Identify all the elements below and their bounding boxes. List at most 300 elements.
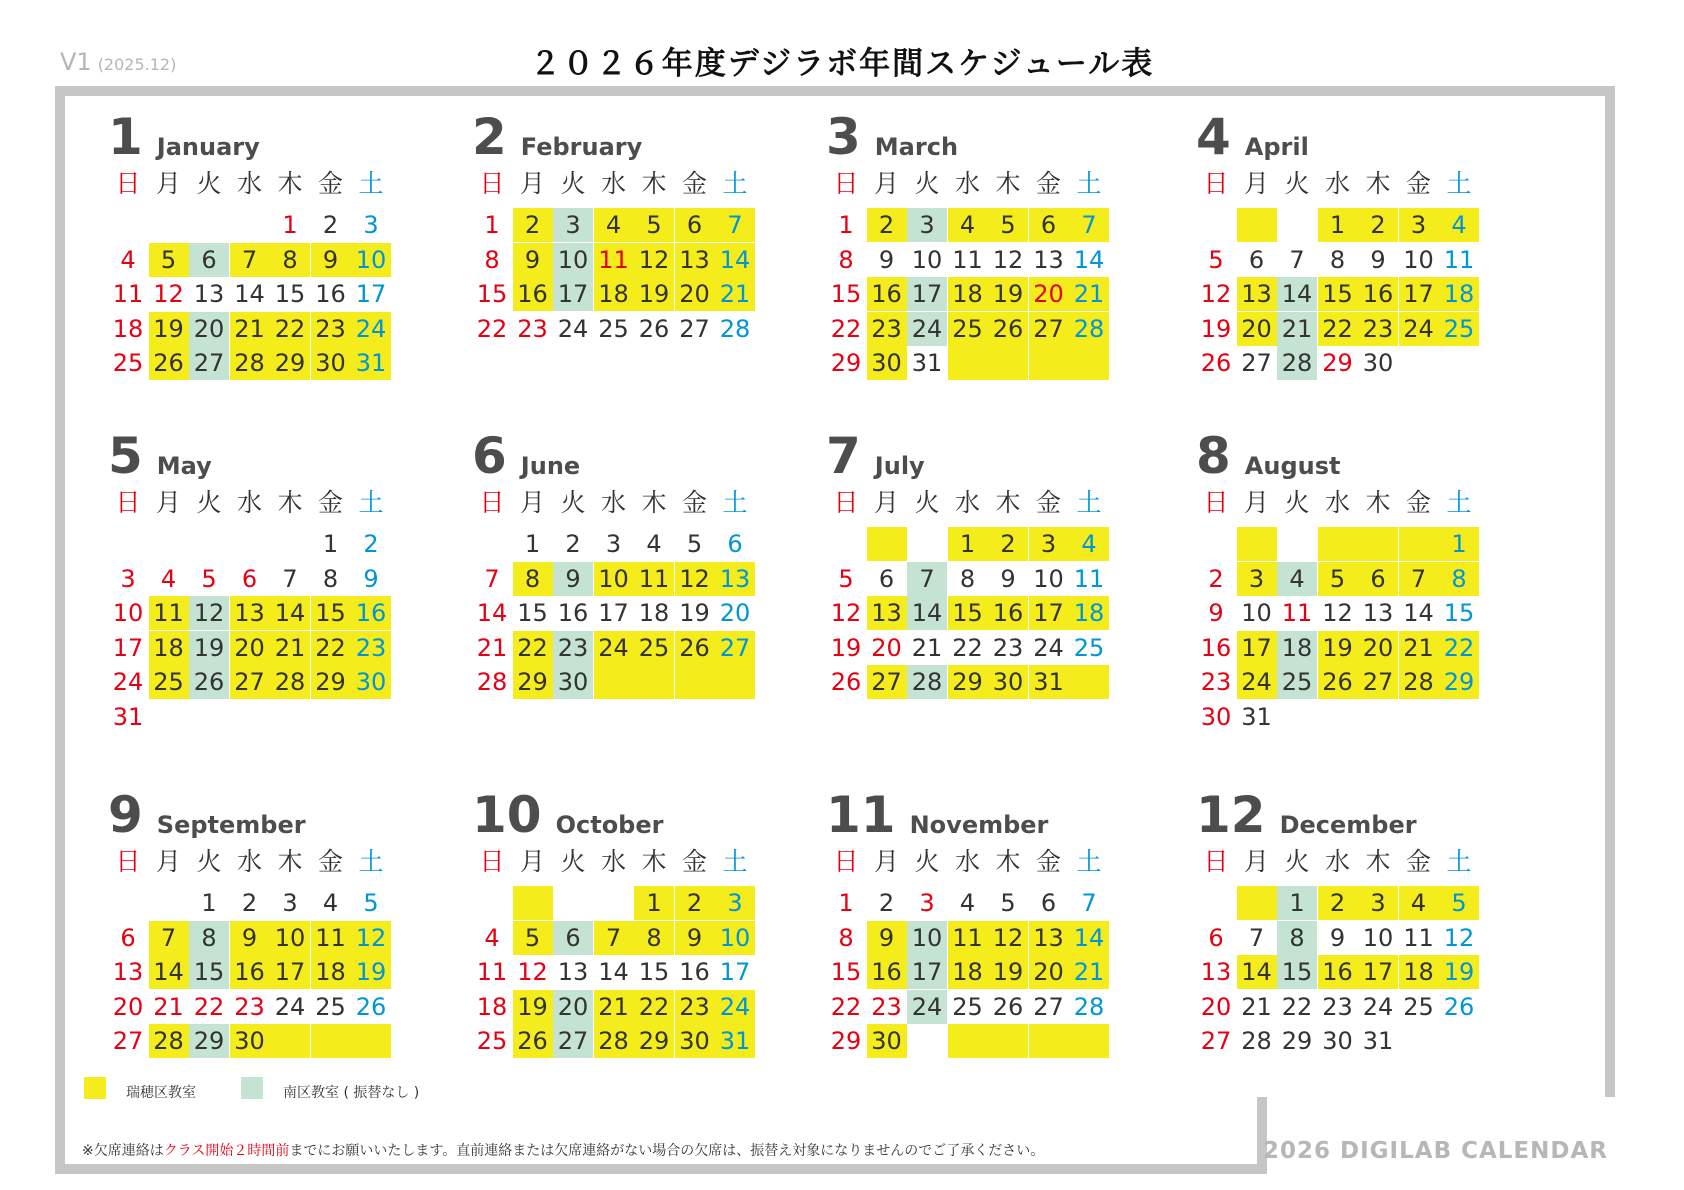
weekday-label: 月 bbox=[1243, 488, 1269, 517]
day-cell: 27 bbox=[230, 665, 270, 699]
day-cell: 21 bbox=[1069, 955, 1109, 989]
weekday-label: 月 bbox=[873, 847, 899, 876]
weekday-label: 月 bbox=[873, 169, 899, 198]
day-cell: 27 bbox=[679, 314, 710, 343]
month-name: September bbox=[156, 811, 306, 839]
day-cell: 12 bbox=[1322, 599, 1353, 627]
weekday-label: 火 bbox=[560, 169, 586, 198]
day-cell: 12 bbox=[675, 562, 715, 596]
day-cell: 14 bbox=[270, 596, 310, 630]
weekday-label: 土 bbox=[1446, 169, 1472, 198]
day-cell: 8 bbox=[1329, 245, 1346, 274]
day-cell: 7 bbox=[1399, 562, 1439, 596]
day-cell: 15 bbox=[311, 596, 351, 630]
weekday-label: 月 bbox=[873, 488, 899, 517]
day-cell: 9 bbox=[878, 245, 895, 274]
day-cell: 3 bbox=[282, 889, 298, 917]
day-cell: 10 bbox=[351, 243, 391, 277]
day-cell: 27 bbox=[867, 665, 907, 699]
day-cell: 22 bbox=[830, 992, 862, 1021]
day-cell: 26 bbox=[638, 314, 670, 343]
day-cell: 16 bbox=[1358, 277, 1398, 311]
day-cell: 27 bbox=[1200, 1027, 1232, 1055]
day-cell: 24 bbox=[1033, 633, 1064, 662]
day-cell: 24 bbox=[1362, 992, 1394, 1021]
weekday-label: 金 bbox=[1405, 169, 1431, 198]
day-cell: 20 bbox=[719, 599, 751, 627]
weekday-label: 水 bbox=[236, 488, 262, 517]
day-cell: 5 bbox=[1318, 562, 1358, 596]
day-cell: 27 bbox=[1241, 349, 1272, 377]
day-cell: 26 bbox=[992, 992, 1024, 1021]
day-cell: 4 bbox=[1069, 527, 1109, 561]
day-cell: 18 bbox=[311, 955, 351, 989]
legend-swatch bbox=[84, 1077, 106, 1099]
day-cell: 25 bbox=[598, 314, 629, 343]
day-cell: 16 bbox=[557, 599, 589, 627]
day-cell: 22 bbox=[634, 990, 674, 1024]
day-cell: 7 bbox=[1289, 245, 1305, 274]
day-cell: 15 bbox=[1443, 599, 1475, 627]
day-cell: 9 bbox=[1208, 599, 1224, 627]
weekday-label: 木 bbox=[641, 847, 667, 876]
day-cell: 31 bbox=[715, 1024, 755, 1058]
weekday-label: 日 bbox=[479, 488, 505, 517]
day-cell: 23 bbox=[234, 992, 265, 1021]
weekday-label: 土 bbox=[1446, 488, 1472, 517]
weekday-label: 水 bbox=[236, 847, 262, 876]
weekday-label: 木 bbox=[1365, 847, 1391, 876]
day-cell: 11 bbox=[1443, 245, 1475, 274]
day-cell: 11 bbox=[149, 596, 189, 630]
day-cell: 13 bbox=[1237, 277, 1277, 311]
day-cell: 11 bbox=[952, 245, 983, 274]
day-cell: 6 bbox=[878, 564, 895, 593]
day-cell: 18 bbox=[1069, 596, 1109, 630]
day-cell: 2 bbox=[675, 886, 715, 920]
day-cell: 16 bbox=[867, 955, 907, 989]
day-cell: 24 bbox=[1237, 665, 1277, 699]
weekday-label: 火 bbox=[1284, 488, 1310, 517]
weekday-label: 日 bbox=[479, 847, 505, 876]
day-cell: 13 bbox=[557, 958, 589, 986]
day-cell: 4 bbox=[160, 564, 177, 593]
day-cell: 13 bbox=[193, 280, 225, 308]
day-cell: 8 bbox=[634, 921, 674, 955]
day-cell: 16 bbox=[513, 277, 553, 311]
day-cell: 12 bbox=[1443, 923, 1475, 952]
day-cell: 23 bbox=[1200, 668, 1232, 696]
day-cell: 3 bbox=[1399, 208, 1439, 242]
day-cell: 12 bbox=[351, 921, 391, 955]
day-cell: 20 bbox=[230, 631, 270, 665]
day-cell: 12 bbox=[634, 243, 674, 277]
weekday-label: 水 bbox=[1324, 847, 1350, 876]
day-cell: 29 bbox=[830, 1027, 862, 1055]
class-day-slot bbox=[715, 665, 755, 699]
day-cell: 1 bbox=[484, 211, 500, 239]
day-cell: 2 bbox=[878, 889, 895, 917]
day-cell: 17 bbox=[598, 599, 629, 627]
day-cell: 18 bbox=[638, 599, 670, 627]
day-cell: 25 bbox=[1277, 665, 1317, 699]
day-cell: 18 bbox=[476, 992, 508, 1021]
day-cell: 29 bbox=[634, 1024, 674, 1058]
weekday-label: 火 bbox=[914, 169, 940, 198]
day-cell: 10 bbox=[1241, 599, 1272, 627]
day-cell: 7 bbox=[484, 564, 500, 593]
day-cell: 22 bbox=[1281, 992, 1313, 1021]
weekday-label: 木 bbox=[641, 488, 667, 517]
day-cell: 25 bbox=[315, 992, 346, 1021]
day-cell: 25 bbox=[1403, 992, 1434, 1021]
class-day-slot bbox=[1069, 665, 1109, 699]
day-cell: 21 bbox=[1399, 631, 1439, 665]
day-cell: 8 bbox=[484, 245, 500, 274]
day-cell: 4 bbox=[322, 889, 339, 917]
day-cell: 29 bbox=[1322, 349, 1353, 377]
day-cell: 28 bbox=[149, 1024, 189, 1058]
day-cell: 19 bbox=[1439, 955, 1479, 989]
class-day-slot bbox=[1237, 527, 1277, 561]
class-day-slot bbox=[1237, 886, 1277, 920]
weekday-label: 火 bbox=[196, 847, 222, 876]
day-cell: 9 bbox=[363, 564, 379, 593]
day-cell: 20 bbox=[1200, 992, 1232, 1021]
day-cell: 7 bbox=[1069, 208, 1109, 242]
day-cell: 10 bbox=[1403, 245, 1434, 274]
day-cell: 2 bbox=[1208, 564, 1224, 593]
weekday-label: 日 bbox=[1203, 488, 1229, 517]
day-cell: 14 bbox=[1073, 245, 1105, 274]
day-cell: 24 bbox=[351, 312, 391, 346]
month-number: 6 bbox=[472, 427, 507, 485]
day-cell: 21 bbox=[1069, 277, 1109, 311]
weekday-label: 日 bbox=[1203, 169, 1229, 198]
day-cell: 29 bbox=[948, 665, 988, 699]
weekday-label: 月 bbox=[519, 847, 545, 876]
day-cell: 31 bbox=[1362, 1027, 1394, 1055]
weekday-label: 金 bbox=[317, 488, 343, 517]
day-cell: 19 bbox=[830, 633, 862, 662]
day-cell: 23 bbox=[867, 312, 907, 346]
day-cell: 30 bbox=[351, 665, 391, 699]
day-cell: 13 bbox=[675, 243, 715, 277]
version-date: (2025.12) bbox=[97, 55, 177, 74]
day-cell: 31 bbox=[1241, 702, 1272, 731]
day-cell: 10 bbox=[907, 921, 947, 955]
day-cell: 6 bbox=[120, 923, 136, 952]
weekday-label: 金 bbox=[1035, 488, 1061, 517]
day-cell: 8 bbox=[1439, 562, 1479, 596]
day-cell: 3 bbox=[1358, 886, 1398, 920]
day-cell: 12 bbox=[988, 921, 1028, 955]
day-cell: 22 bbox=[830, 314, 862, 343]
weekday-label: 土 bbox=[722, 847, 748, 876]
weekday-label: 木 bbox=[641, 169, 667, 198]
day-cell: 8 bbox=[838, 245, 854, 274]
class-day-slot bbox=[1399, 527, 1439, 561]
day-cell: 20 bbox=[1029, 955, 1069, 989]
weekday-label: 火 bbox=[560, 847, 586, 876]
day-cell: 21 bbox=[476, 633, 508, 662]
day-cell: 6 bbox=[1040, 889, 1057, 917]
day-cell: 18 bbox=[112, 314, 144, 343]
day-cell: 4 bbox=[1277, 562, 1317, 596]
month-header bbox=[826, 786, 1049, 844]
day-cell: 28 bbox=[270, 665, 310, 699]
day-cell: 3 bbox=[120, 564, 136, 593]
day-cell: 5 bbox=[149, 243, 189, 277]
day-cell: 30 bbox=[230, 1024, 270, 1058]
day-cell: 28 bbox=[1073, 992, 1105, 1021]
weekday-label: 金 bbox=[681, 169, 707, 198]
day-cell: 14 bbox=[149, 955, 189, 989]
day-cell: 26 bbox=[988, 312, 1028, 346]
weekday-label: 月 bbox=[155, 488, 181, 517]
day-cell: 18 bbox=[1399, 955, 1439, 989]
day-cell: 24 bbox=[557, 314, 589, 343]
day-cell: 31 bbox=[911, 349, 943, 377]
day-cell: 2 bbox=[363, 530, 379, 558]
class-day-slot bbox=[675, 665, 715, 699]
weekday-label: 金 bbox=[1405, 847, 1431, 876]
weekday-label: 水 bbox=[600, 847, 626, 876]
weekday-label: 月 bbox=[155, 847, 181, 876]
day-cell: 17 bbox=[553, 277, 593, 311]
day-cell: 10 bbox=[1033, 564, 1064, 593]
day-cell: 6 bbox=[553, 921, 593, 955]
day-cell: 7 bbox=[230, 243, 270, 277]
day-cell: 20 bbox=[112, 992, 144, 1021]
month-number: 9 bbox=[108, 786, 143, 844]
class-day-slot bbox=[1237, 208, 1277, 242]
day-cell: 11 bbox=[634, 562, 674, 596]
day-cell: 1 bbox=[838, 211, 854, 239]
day-cell: 22 bbox=[1318, 312, 1358, 346]
day-cell: 5 bbox=[686, 530, 703, 558]
day-cell: 23 bbox=[311, 312, 351, 346]
footer-bar bbox=[55, 1097, 1267, 1174]
day-cell: 10 bbox=[553, 243, 593, 277]
weekday-label: 木 bbox=[995, 169, 1021, 198]
legend-label: 瑞穂区教室 bbox=[126, 1085, 196, 1101]
day-cell: 8 bbox=[270, 243, 310, 277]
day-cell: 7 bbox=[1248, 923, 1265, 952]
day-cell: 22 bbox=[270, 312, 310, 346]
weekday-label: 木 bbox=[995, 847, 1021, 876]
class-day-slot bbox=[948, 1024, 988, 1058]
day-cell: 28 bbox=[1399, 665, 1439, 699]
day-cell: 18 bbox=[948, 277, 988, 311]
day-cell: 6 bbox=[1358, 562, 1398, 596]
day-cell: 23 bbox=[992, 633, 1024, 662]
day-cell: 26 bbox=[1443, 992, 1475, 1021]
day-cell: 19 bbox=[149, 312, 189, 346]
day-cell: 20 bbox=[553, 990, 593, 1024]
day-cell: 24 bbox=[112, 668, 144, 696]
day-cell: 5 bbox=[634, 208, 674, 242]
day-cell: 22 bbox=[193, 992, 225, 1021]
day-cell: 12 bbox=[1200, 280, 1232, 308]
month-name: November bbox=[909, 811, 1049, 839]
day-cell: 1 bbox=[1277, 886, 1317, 920]
day-cell: 13 bbox=[1029, 921, 1069, 955]
day-cell: 25 bbox=[476, 1027, 508, 1055]
day-cell: 22 bbox=[1439, 631, 1479, 665]
day-cell: 9 bbox=[230, 921, 270, 955]
day-cell: 6 bbox=[1248, 245, 1265, 274]
day-cell: 6 bbox=[727, 530, 743, 558]
day-cell: 9 bbox=[311, 243, 351, 277]
day-cell: 3 bbox=[363, 211, 379, 239]
day-cell: 13 bbox=[867, 596, 907, 630]
day-cell: 5 bbox=[201, 564, 217, 593]
day-cell: 15 bbox=[1318, 277, 1358, 311]
brand-footer: 2026 DIGILAB CALENDAR bbox=[1263, 1138, 1608, 1164]
day-cell: 19 bbox=[679, 599, 710, 627]
day-cell: 16 bbox=[351, 596, 391, 630]
weekday-label: 金 bbox=[1405, 488, 1431, 517]
day-cell: 28 bbox=[1069, 312, 1109, 346]
day-cell: 15 bbox=[830, 958, 862, 986]
day-cell: 19 bbox=[634, 277, 674, 311]
day-cell: 9 bbox=[1329, 923, 1346, 952]
day-cell: 18 bbox=[948, 955, 988, 989]
day-cell: 1 bbox=[201, 889, 217, 917]
day-cell: 21 bbox=[230, 312, 270, 346]
weekday-label: 木 bbox=[995, 488, 1021, 517]
day-cell: 12 bbox=[830, 599, 862, 627]
day-cell: 26 bbox=[675, 631, 715, 665]
day-cell: 26 bbox=[189, 665, 229, 699]
day-cell: 8 bbox=[322, 564, 339, 593]
day-cell: 4 bbox=[120, 245, 136, 274]
day-cell: 24 bbox=[907, 312, 947, 346]
day-cell: 11 bbox=[1403, 923, 1434, 952]
weekday-label: 日 bbox=[479, 169, 505, 198]
weekday-label: 火 bbox=[914, 488, 940, 517]
day-cell: 25 bbox=[952, 992, 983, 1021]
weekday-label: 日 bbox=[115, 169, 141, 198]
day-cell: 5 bbox=[1439, 886, 1479, 920]
day-cell: 1 bbox=[838, 889, 854, 917]
day-cell: 16 bbox=[679, 958, 710, 986]
day-cell: 16 bbox=[988, 596, 1028, 630]
day-cell: 8 bbox=[189, 921, 229, 955]
month-name: March bbox=[874, 133, 959, 161]
day-cell: 26 bbox=[1200, 349, 1232, 377]
day-cell: 28 bbox=[1241, 1027, 1272, 1055]
day-cell: 21 bbox=[153, 992, 184, 1021]
day-cell: 1 bbox=[282, 211, 298, 239]
day-cell: 14 bbox=[715, 243, 755, 277]
day-cell: 27 bbox=[1029, 312, 1069, 346]
day-cell: 4 bbox=[484, 923, 500, 952]
month-header bbox=[108, 108, 260, 166]
day-cell: 3 bbox=[907, 208, 947, 242]
day-cell: 29 bbox=[1281, 1027, 1313, 1055]
weekday-label: 木 bbox=[277, 488, 303, 517]
weekday-label: 土 bbox=[1446, 847, 1472, 876]
day-cell: 31 bbox=[1029, 665, 1069, 699]
day-cell: 21 bbox=[270, 631, 310, 665]
day-cell: 3 bbox=[1237, 562, 1277, 596]
day-cell: 3 bbox=[1029, 527, 1069, 561]
day-cell: 8 bbox=[1277, 921, 1317, 955]
day-cell: 17 bbox=[355, 280, 387, 308]
day-cell: 9 bbox=[1370, 245, 1386, 274]
day-cell: 31 bbox=[112, 702, 144, 731]
day-cell: 17 bbox=[112, 633, 144, 662]
day-cell: 7 bbox=[1081, 889, 1097, 917]
day-cell: 31 bbox=[351, 346, 391, 380]
month-number: 12 bbox=[1196, 786, 1266, 844]
day-cell: 19 bbox=[513, 990, 553, 1024]
class-day-slot bbox=[1358, 527, 1398, 561]
month-header bbox=[1196, 786, 1417, 844]
day-cell: 8 bbox=[513, 562, 553, 596]
day-cell: 19 bbox=[1200, 314, 1232, 343]
day-cell: 30 bbox=[675, 1024, 715, 1058]
month-number: 4 bbox=[1196, 108, 1231, 166]
day-cell: 30 bbox=[867, 1024, 907, 1058]
month-name: October bbox=[555, 811, 664, 839]
day-cell: 2 bbox=[867, 208, 907, 242]
day-cell: 5 bbox=[513, 921, 553, 955]
note-highlight: クラス開始２時間前 bbox=[163, 1143, 290, 1159]
day-cell: 20 bbox=[1358, 631, 1398, 665]
day-cell: 17 bbox=[719, 958, 751, 986]
day-cell: 9 bbox=[1000, 564, 1016, 593]
day-cell: 10 bbox=[1362, 923, 1394, 952]
day-cell: 30 bbox=[311, 346, 351, 380]
day-cell: 11 bbox=[476, 958, 508, 986]
class-day-slot bbox=[1029, 346, 1069, 380]
day-cell: 21 bbox=[594, 990, 634, 1024]
day-cell: 28 bbox=[907, 665, 947, 699]
weekday-label: 水 bbox=[600, 169, 626, 198]
day-cell: 15 bbox=[638, 958, 670, 986]
day-cell: 5 bbox=[988, 208, 1028, 242]
day-cell: 26 bbox=[355, 992, 387, 1021]
day-cell: 22 bbox=[513, 631, 553, 665]
weekday-label: 火 bbox=[1284, 847, 1310, 876]
weekday-label: 土 bbox=[1076, 488, 1102, 517]
day-cell: 7 bbox=[149, 921, 189, 955]
day-cell: 20 bbox=[1237, 312, 1277, 346]
day-cell: 23 bbox=[1322, 992, 1353, 1021]
day-cell: 27 bbox=[553, 1024, 593, 1058]
day-cell: 25 bbox=[1073, 633, 1105, 662]
day-cell: 26 bbox=[1318, 665, 1358, 699]
day-cell: 23 bbox=[871, 992, 902, 1021]
day-cell: 11 bbox=[1281, 599, 1313, 627]
day-cell: 17 bbox=[907, 955, 947, 989]
day-cell: 14 bbox=[476, 599, 508, 627]
absence-note bbox=[82, 1140, 1044, 1160]
day-cell: 4 bbox=[948, 208, 988, 242]
day-cell: 29 bbox=[189, 1024, 229, 1058]
day-cell: 18 bbox=[1439, 277, 1479, 311]
class-day-slot bbox=[1069, 346, 1109, 380]
weekday-label: 月 bbox=[519, 488, 545, 517]
class-day-slot bbox=[311, 1024, 351, 1058]
day-cell: 17 bbox=[1029, 596, 1069, 630]
day-cell: 7 bbox=[715, 208, 755, 242]
day-cell: 24 bbox=[907, 990, 947, 1024]
day-cell: 22 bbox=[311, 631, 351, 665]
